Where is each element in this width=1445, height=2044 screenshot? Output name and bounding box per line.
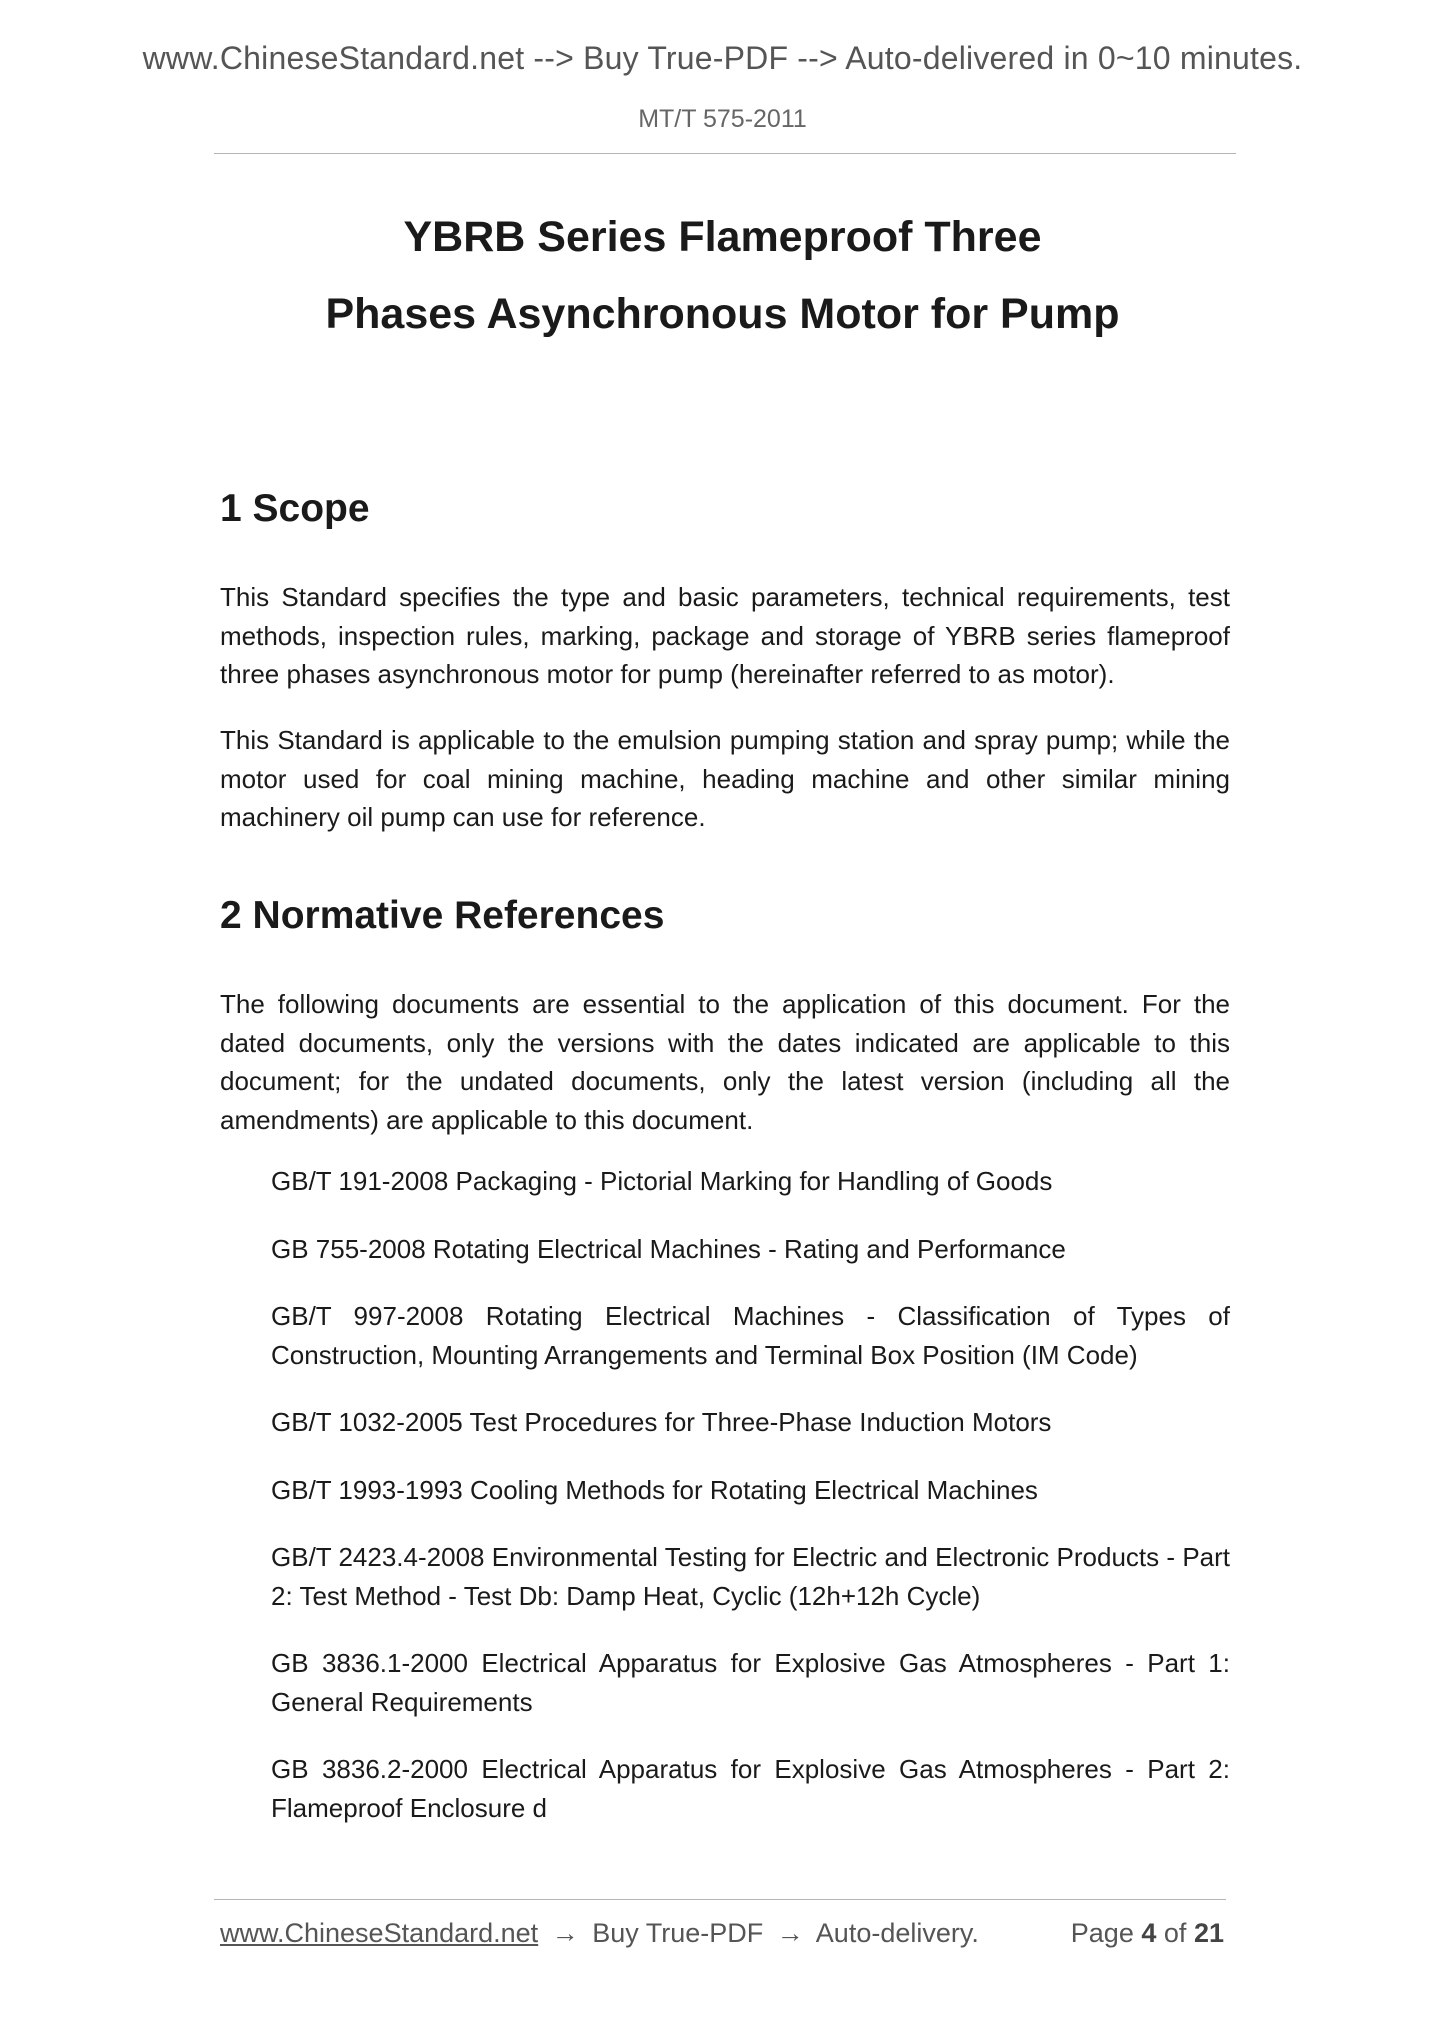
reference-item: GB 3836.1-2000 Electrical Apparatus for Explosive Gas Atmospheres - Part 1: General Requirements	[271, 1648, 1230, 1717]
normative-intro-paragraph: The following documents are essential to the application of this document. For the dated documents, only the versions with the dates indicated are applicable to this document; for the undated documents, only the latest version (including all the amendments) are applicable to this document.	[220, 989, 1230, 1135]
reference-item: GB/T 2423.4-2008 Environmental Testing for Electric and Electronic Products - Part 2: Test Method - Test Db: Damp Heat, Cyclic (12h+12h Cycle)	[271, 1542, 1230, 1611]
reference-item: GB/T 1993-1993 Cooling Methods for Rotating Electrical Machines	[271, 1474, 1038, 1505]
reference-item: GB/T 191-2008 Packaging - Pictorial Marking for Handling of Goods	[271, 1166, 1053, 1196]
footer-buy-text: Buy True-PDF	[592, 1918, 764, 1948]
footer-purchase-line	[220, 1918, 979, 1949]
document-number: MT/T 575-2011	[638, 105, 807, 133]
footer-site-link[interactable]: www.ChineseStandard.net	[220, 1918, 539, 1948]
section-heading-normative-references: 2 Normative References	[220, 894, 665, 937]
reference-item: GB/T 997-2008 Rotating Electrical Machines - Classification of Types of Construction, Mounting Arrangements and Terminal Box Position (IM Code)	[271, 1301, 1230, 1370]
reference-item: GB/T 1032-2005 Test Procedures for Three-Phase Induction Motors	[271, 1407, 1052, 1437]
arrow-right-icon: →	[776, 1918, 804, 1948]
section-heading-scope: 1 Scope	[220, 487, 370, 530]
page-footer	[220, 1918, 1230, 1958]
site-banner: www.ChineseStandard.net --> Buy True-PDF --> Auto-delivered in 0~10 minutes.	[142, 40, 1303, 76]
reference-item: GB 3836.2-2000 Electrical Apparatus for Explosive Gas Atmospheres - Part 2: Flameproof Enclosure d	[271, 1754, 1230, 1823]
page-total: 21	[1193, 1918, 1224, 1948]
footer-divider	[214, 1899, 1226, 1900]
reference-item: GB 755-2008 Rotating Electrical Machines - Rating and Performance	[271, 1233, 1066, 1264]
arrow-right-icon: →	[551, 1918, 579, 1948]
of-label: of	[1163, 1918, 1187, 1948]
footer-delivery-text: Auto-delivery.	[815, 1918, 979, 1948]
header-divider	[214, 153, 1236, 154]
scope-paragraph: This Standard specifies the type and basic parameters, technical requirements, test methods, inspection rules, marking, package and storage of YBRB series flameproof three phases asynchronous motor for pump (hereinafter referred to as motor).	[220, 582, 1230, 689]
scope-paragraph: This Standard is applicable to the emulsion pumping station and spray pump; while the motor used for coal mining machine, heading machine and other similar mining machinery oil pump can use for reference.	[220, 725, 1230, 832]
reference-list	[271, 1162, 1230, 1856]
page-number: 4	[1141, 1918, 1157, 1948]
document-title-line-1: YBRB Series Flameproof Three	[403, 213, 1042, 261]
page-indicator	[1071, 1918, 1224, 1949]
document-title-line-2: Phases Asynchronous Motor for Pump	[325, 290, 1120, 338]
page-label: Page	[1070, 1918, 1134, 1948]
